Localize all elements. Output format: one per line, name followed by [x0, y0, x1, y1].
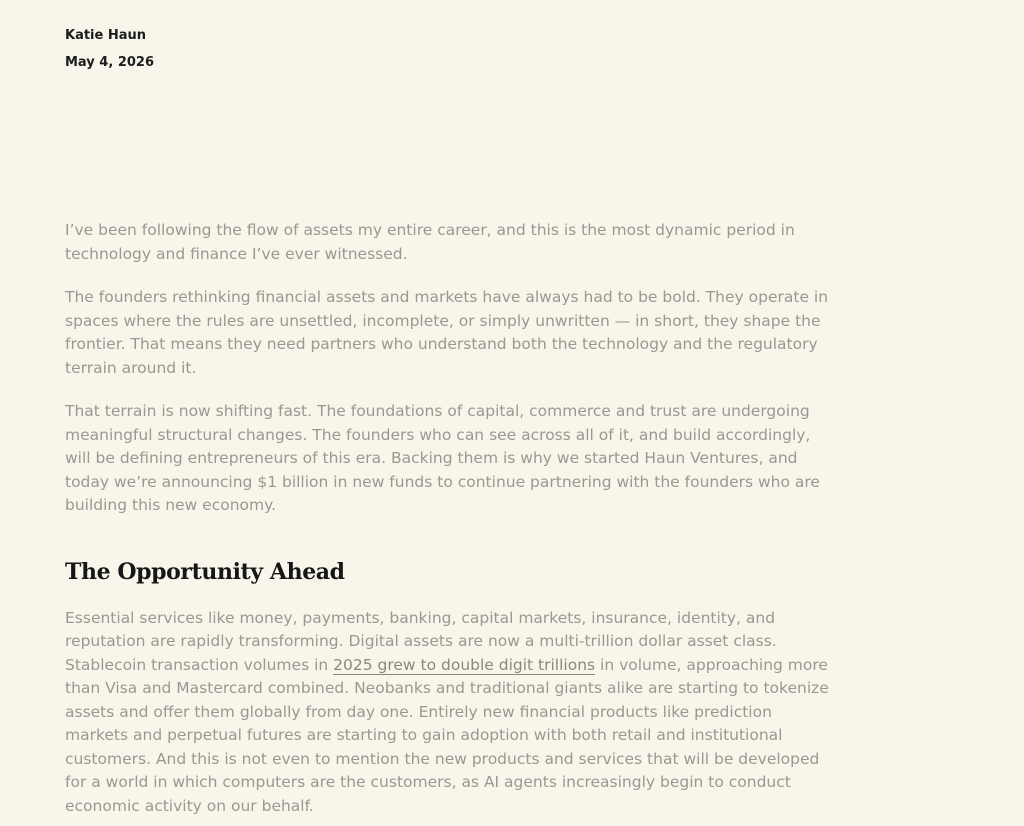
section-text-before-link: Essential services like money, payments, banking, capital markets, insurance, identity, and reputation are rapidly transforming. Digital assets are now a multi-trillion dollar asset class. Stablecoin transaction volumes in [65, 608, 777, 674]
intro-paragraph-2: The founders rethinking financial assets and markets have always had to be bold. They operate in spaces where the rules are unsettled, incomplete, or simply unwritten — in short, they shape the frontier. That means they need partners who understand both the technology and the regulatory terrain around it. [65, 288, 829, 377]
section-text-after-link: in volume, approaching more than Visa and Mastercard combined. Neobanks and traditional giants alike are starting to tokenize assets and offer them globally from day one. Entirely new financial products like prediction markets and perpetual futures are starting to gain adoption with both retail and institutional customers. And this is not even to mention the new products and services that will be developed for a world in which computers are the customers, as AI agents increasingly begin to conduct economic activity on our behalf. [65, 655, 829, 815]
author-name: Katie Haun [65, 28, 147, 43]
section-paragraph [65, 607, 835, 819]
section-heading: The Opportunity Ahead [65, 558, 345, 585]
intro-paragraph-1: I’ve been following the flow of assets my entire career, and this is the most dynamic period in technology and finance I’ve ever witnessed. [65, 221, 795, 263]
intro-paragraph-3: That terrain is now shifting fast. The foundations of capital, commerce and trust are undergoing meaningful structural changes. The founders who can see across all of it, and build accordingly, will be defining entrepreneurs of this era. Backing them is why we started Haun Ventures, and today we’re announcing $1 billion in new funds to continue partnering with the founders who are building this new economy. [65, 402, 820, 514]
article-meta [65, 22, 154, 76]
article-body [65, 219, 835, 826]
stablecoin-volume-link[interactable]: 2025 grew to double digit trillions [333, 655, 596, 674]
publish-date: May 4, 2026 [65, 55, 155, 70]
